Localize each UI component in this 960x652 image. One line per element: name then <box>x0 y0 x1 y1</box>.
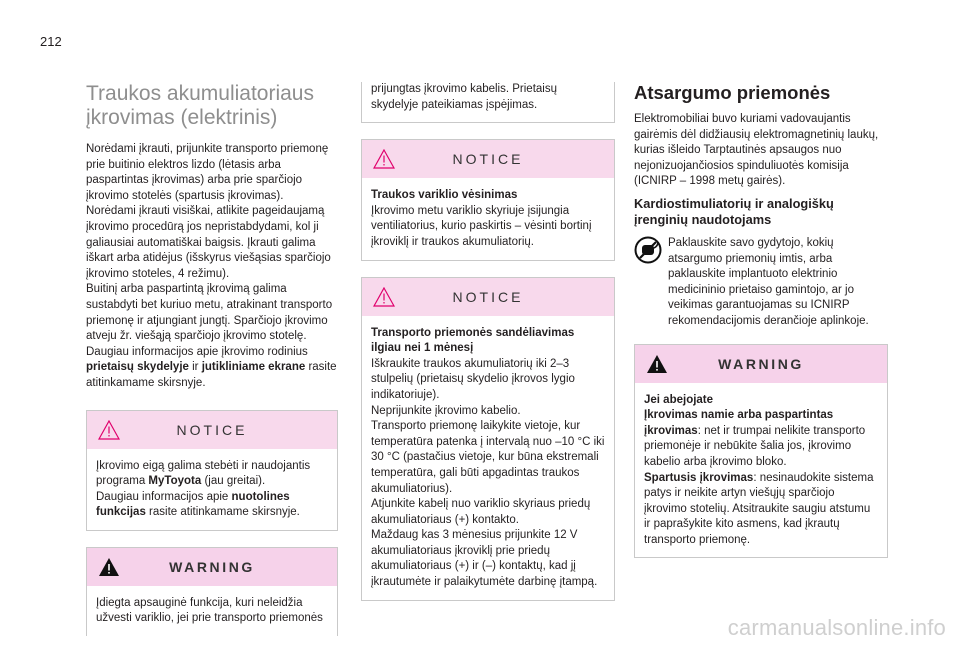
notice-body: Įkrovimo eigą galima stebėti ir naudojantis programa MyToyota (jau greitai). Daugiau informacijos apie nuotolines funkcijas rasite atitinkamame skirsnyje. <box>96 459 311 519</box>
pacemaker-note: Paklauskite savo gydytojo, kokių atsargumo priemonių imtis, arba paklauskite implantuoto elektrinio medicininio prietaiso gamintojo, ar jo veikimas garantuojamas su ICNIRP rekomendacijomis derančioje aplinkoje. <box>634 236 888 330</box>
warning-title: WARNING <box>718 355 804 372</box>
warning-body: Įdiegta apsauginė funkcija, kuri neleidžia užvesti variklio, jei prie transporto priemonės <box>96 596 323 625</box>
paragraph-intro: Norėdami įkrauti, prijunkite transporto priemonę prie buitinio elektros lizdo (lėtasis arba paspartintas įkrovimas) arba prie sparčiojo įkrovimo stotelės (spartusis įkrovimas). <box>86 143 329 202</box>
notice-header <box>362 278 614 316</box>
bold-instrument-panel: prietaisų skydelyje <box>86 361 189 374</box>
warning-box: WARNING Jei abejojate Įkrovimas namie arba paspartintas įkrovimas: net ir trumpai nelikite transporto priemonėje ir nebūkite šalia jos, įkrovimo kabelio arba įkrovimo bloko. Spartusis įkrovimas: nesinaudokite sistema patys ir neikite artyn viešųjų sparčiojo įkrovimo stotelių. Atsitraukite saugiu atstumu ir paprašykite kito asmens, kad įkrautų transporto priemonę. <box>634 344 888 559</box>
notice-subtitle: Transporto priemonės sandėliavimas ilgiau nei 1 mėnesį <box>371 326 575 355</box>
notice-box <box>86 410 338 531</box>
notice-box-storage: NOTICE Transporto priemonės sandėliavimas ilgiau nei 1 mėnesį Iškraukite traukos akumuliatorių iki 2–3 stulpelių (prietaisų skydelio įkrovos lygio indikatoriuje). Neprijunkite įkrovimo kabelio. Transporto priemonę laikykite vietoje, kur temperatūra patenka į intervalą nuo –10 °C iki 30 °C (pastačius vietoje, kur būna ekstremali temperatūra, gali būti apgadintas traukos akumuliatorius). Atjunkite kabelį nuo variklio skyriaus priedų akumuliatoriaus (+) kontakto. Maždaug kas 3 mėnesius prijunkite 12 V akumuliatoriaus įkroviklį prie priedų akumuliatoriaus (+) ir (–) kontaktų, kad jį įkrautumėte ir palaikytumėte darbinę įtampą. <box>361 277 615 601</box>
section-title <box>86 82 338 130</box>
pacemaker-icon <box>634 236 662 264</box>
warning-continued-box <box>361 82 615 123</box>
notice-subtitle: Traukos variklio vėsinimas <box>371 189 518 202</box>
paragraph-icnirp: Elektromobiliai buvo kuriami vadovaujantis gairėmis dėl didžiausių elektromagnetinių laukų, kurias išleido Tarptautinės apsaugos nuo nejonizuojančiosios spinduliuotės komisija (ICNIRP – 1998 metų gairės). <box>634 113 879 188</box>
notice-header <box>362 140 614 178</box>
bold-app-name: MyToyota <box>148 475 202 488</box>
column-precautions <box>634 76 888 574</box>
bold-touch-screen: jutikliniame ekrane <box>201 361 306 374</box>
warning-triangle-icon <box>373 287 395 307</box>
warning-triangle-icon <box>646 354 668 374</box>
column-notices <box>361 82 615 617</box>
section-title-line-2: įkrovimas (elektrinis) <box>86 106 278 129</box>
subsection-title: Kardiostimuliatorių ir analogiškų įrenginių naudotojams <box>634 195 834 227</box>
paragraph-full-charge: Norėdami įkrauti visiškai, atlikite pageidaujamą įkrovimo procedūrą jos nepristabdydami, kol ji galiausiai automatiškai baigsis. Įkrauti galima iškart arba atidėjus (išskyrus viešąsias sparčiojo įkrovimo stoteles, 4 režimu). <box>86 205 331 280</box>
bold-remote-functions: nuotolines funkcijas <box>96 490 290 519</box>
warning-box <box>86 547 338 636</box>
notice-title: NOTICE <box>176 421 248 438</box>
section-title: Atsargumo priemonės <box>634 82 831 103</box>
watermark: carmanualsonline.info <box>727 615 946 640</box>
column-charging <box>86 76 338 652</box>
warning-triangle-icon <box>98 557 120 577</box>
notice-title: NOTICE <box>452 288 524 305</box>
notice-title: NOTICE <box>452 151 524 168</box>
warning-title: WARNING <box>169 558 255 575</box>
paragraph-more-info: Daugiau informacijos apie įkrovimo rodinius prietaisų skydelyje ir jutikliniame ekrane rasite atitinkamame skirsnyje. <box>86 345 337 389</box>
paragraph-stop-charge: Buitinį arba paspartintą įkrovimą galima sustabdyti bet kuriuo metu, atrakinant transporto priemonę ir atjungiant jungtį. Sparčiojo įkrovimo atveju žr. viešąją sparčiojo įkrovimo stotelę. <box>86 283 333 343</box>
warning-triangle-icon <box>98 420 120 440</box>
warning-triangle-icon <box>373 149 395 169</box>
warning-header <box>635 345 887 383</box>
warning-continued-text: prijungtas įkrovimo kabelis. Prietaisų skydelyje pateikiamas įspėjimas. <box>371 83 557 111</box>
notice-header <box>87 411 337 449</box>
warning-subtitle: Jei abejojate <box>644 393 714 406</box>
section-title-line-1: Traukos akumuliatoriaus <box>86 82 314 105</box>
warning-header <box>87 548 337 586</box>
notice-box-cooling: NOTICE Traukos variklio vėsinimas Įkrovimo metu variklio skyriuje įsijungia ventiliatorius, kurio paskirtis – vėsinti bortinį įkroviklį ir traukos akumuliatorių. <box>361 139 615 260</box>
page-number: 212 <box>40 34 62 49</box>
